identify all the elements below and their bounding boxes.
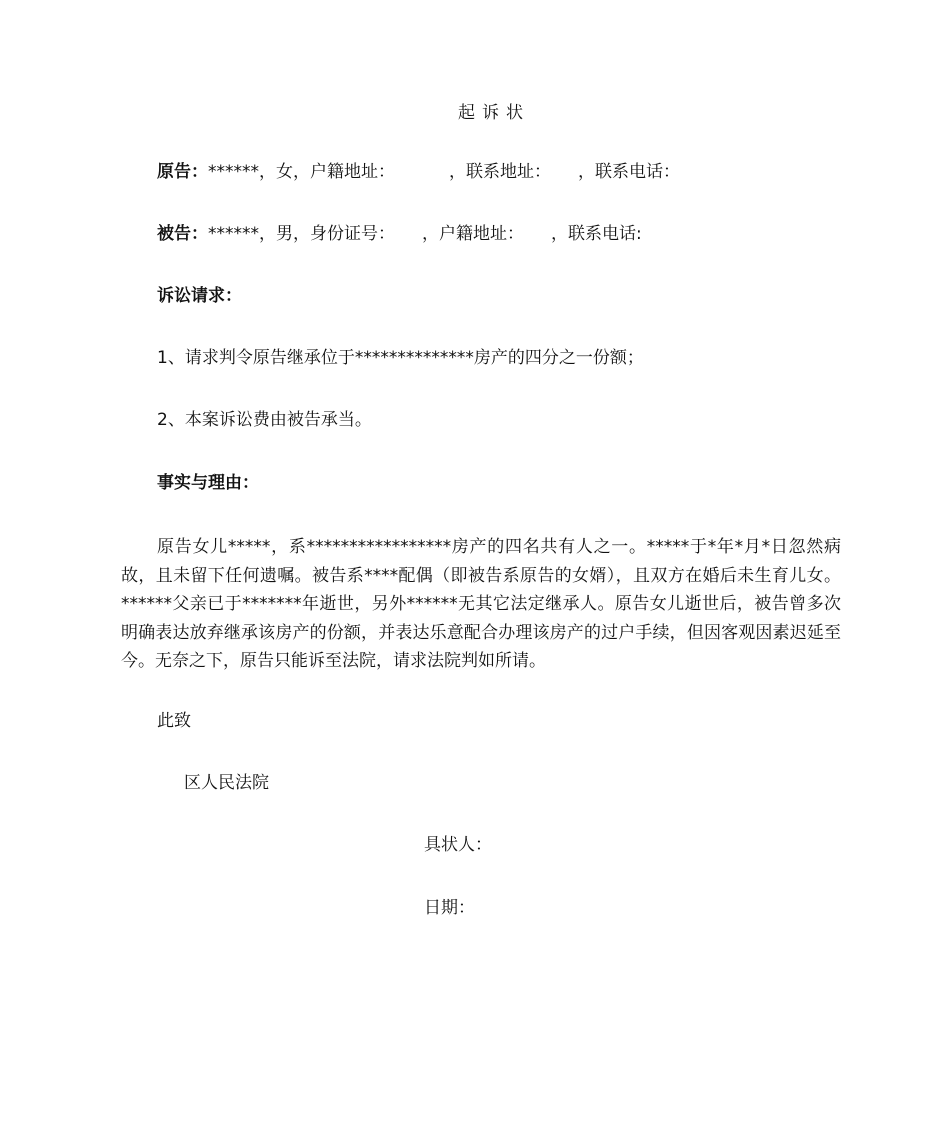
defendant-info: ******，男，身份证号： ，户籍地址： ，联系电话: <box>208 224 642 244</box>
plaintiff-label: 原告： <box>157 162 208 182</box>
claims-heading: 诉讼请求： <box>157 286 242 306</box>
date-label: 日期： <box>424 898 475 918</box>
closing-to: 此致 <box>157 711 191 731</box>
facts-body: 原告女儿*****，系*****************房产的四名共有人之一。*****于*年*月*日忽然病故，且未留下任何遗嘱。被告系****配偶（即被告系原告的女婿），且双方在婚后未生育儿女。******父亲已于*******年逝世，另外******无其它法定继承人。原告女儿逝世后，被告曾多次明确表达放弃继承该房产的份额，并表达乐意配合办理该房产的过户手续，但因客观因素迟延至今。无奈之下，原告只能诉至法院，请求法院判如所请。 <box>121 537 841 671</box>
court-name: 区人民法院 <box>184 773 269 793</box>
signer-label: 具状人： <box>424 835 492 855</box>
plaintiff-line <box>157 160 680 184</box>
defendant-label: 被告： <box>157 224 208 244</box>
defendant-line <box>157 222 642 246</box>
document-title: 起诉状 <box>458 103 530 123</box>
facts-heading: 事实与理由： <box>157 473 259 493</box>
claim-item-1: 1、请求判令原告继承位于**************房产的四分之一份额； <box>157 348 644 368</box>
claim-item-2: 2、本案诉讼费由被告承当。 <box>157 410 372 430</box>
plaintiff-info: ******，女，户籍地址： ，联系地址： ，联系电话： <box>208 162 681 182</box>
